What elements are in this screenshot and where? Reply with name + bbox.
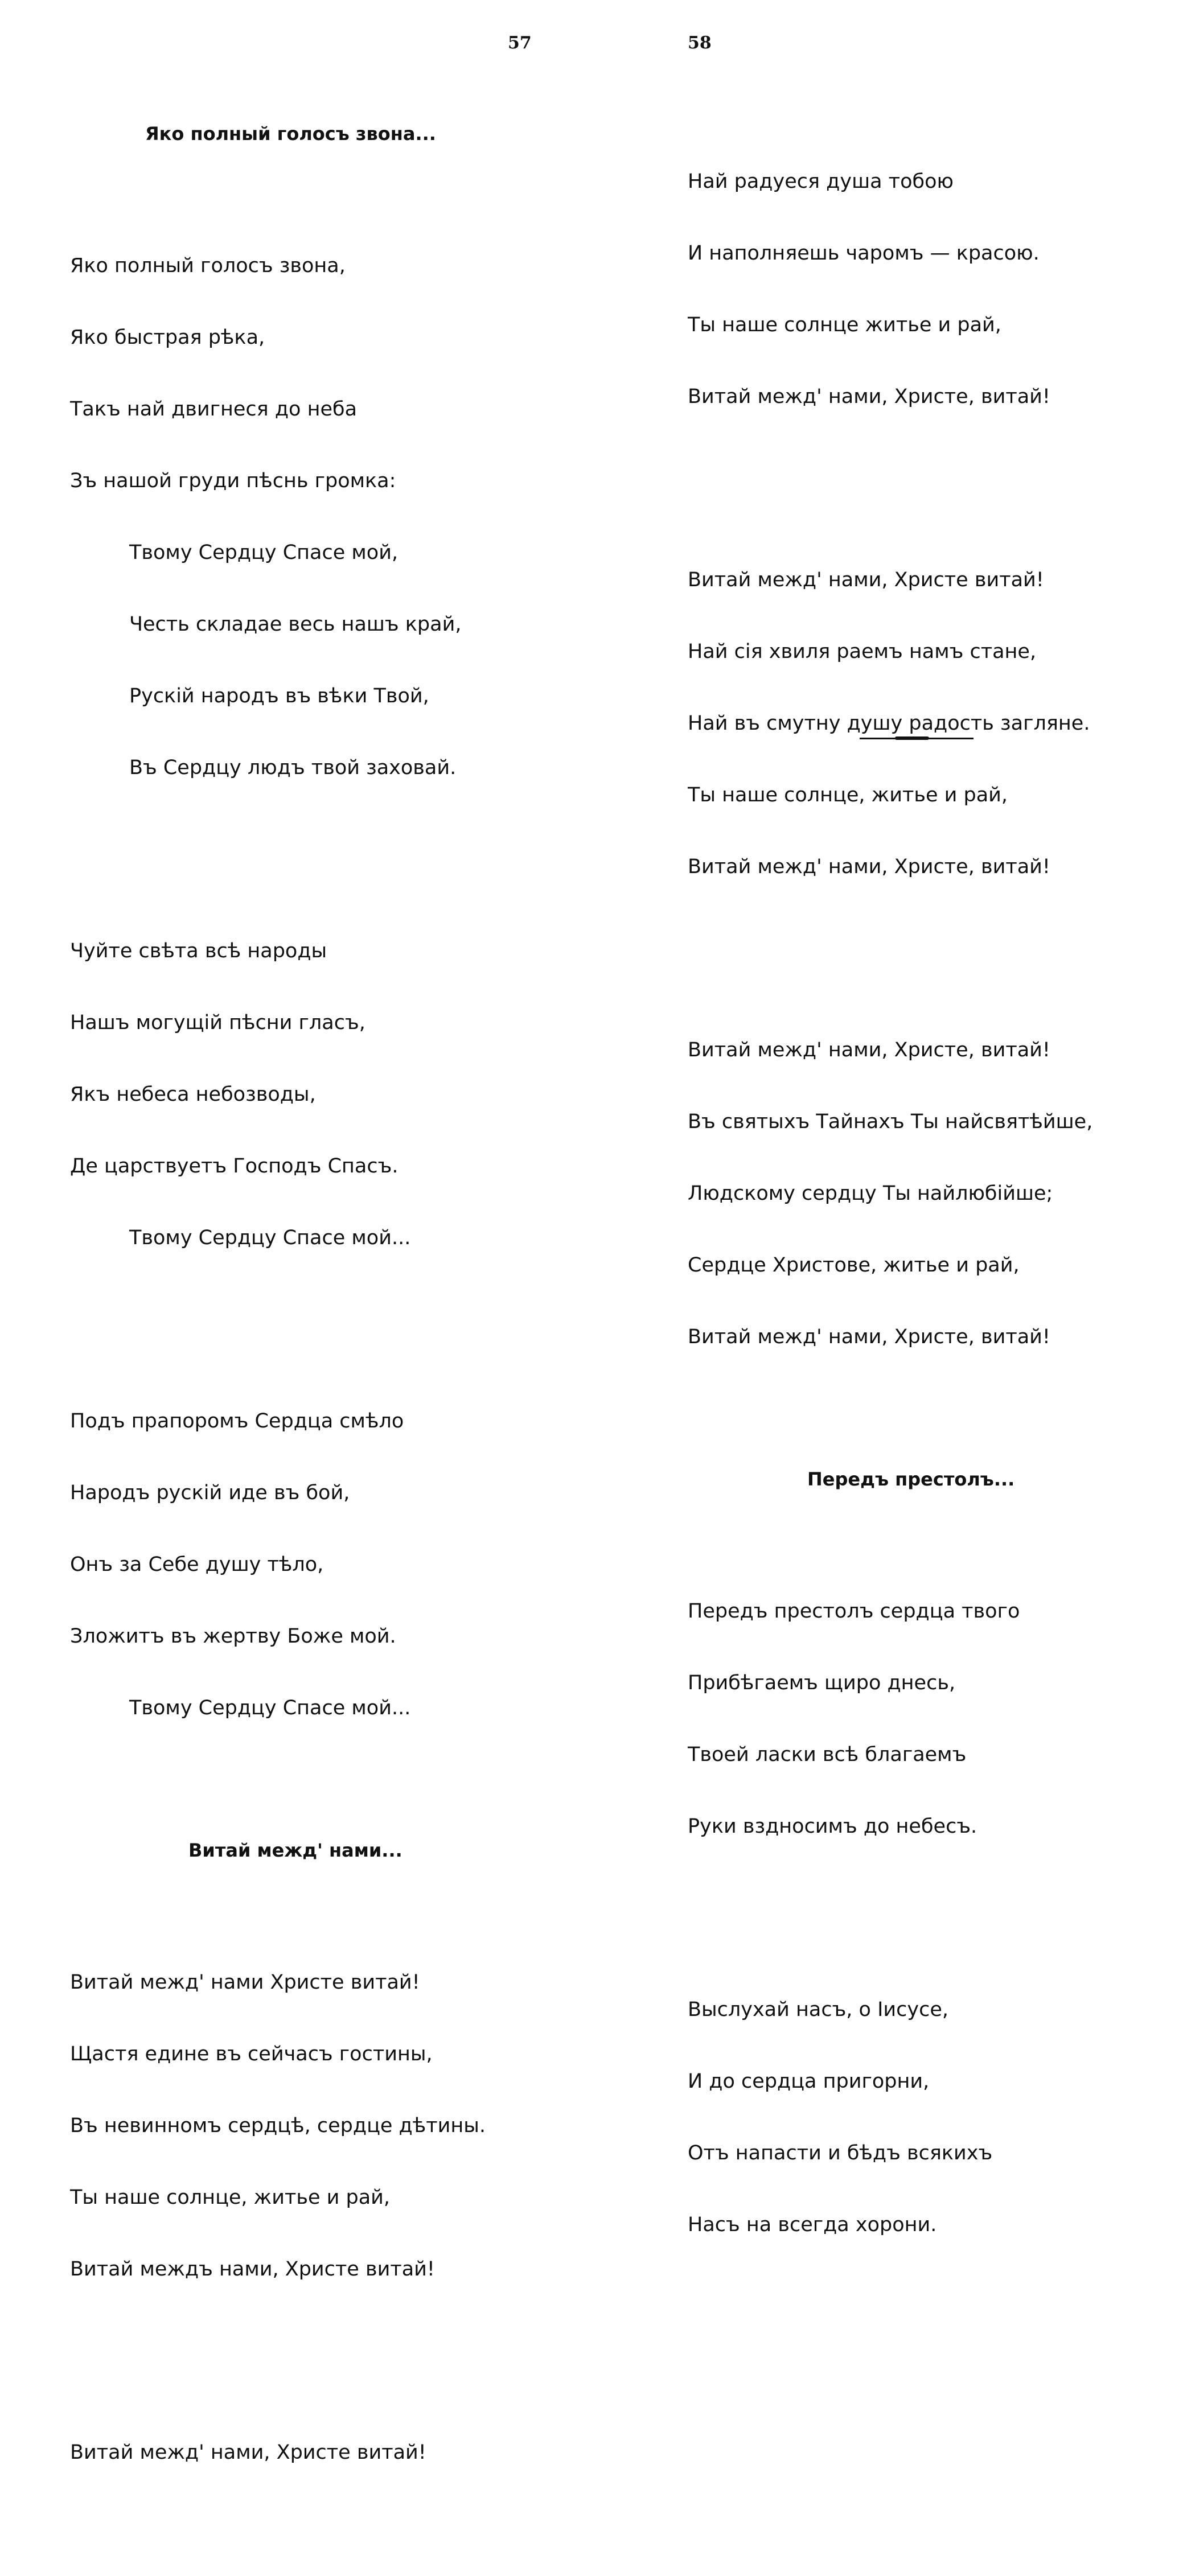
right-column bbox=[688, 74, 1166, 2348]
verse-line: Най радуеся душа тобою bbox=[688, 170, 954, 193]
verse-line: Яко быстрая рѣка, bbox=[70, 326, 265, 349]
stanza bbox=[688, 1552, 1166, 1886]
refrain-line: Твому Сердцу Спасе мой... bbox=[129, 1697, 411, 1719]
verse-line: И до сердца пригорни, bbox=[688, 2070, 930, 2093]
left-column bbox=[70, 74, 582, 2576]
verse-line: Най въ смутну душу радость загляне. bbox=[688, 712, 1090, 735]
poem-title: Витай межд' нами... bbox=[188, 1840, 402, 1861]
verse-line: Въ невинномъ сердцѣ, сердце дѣтины. bbox=[70, 2114, 486, 2137]
verse-line: Людскому сердцу Ты найлюбійше; bbox=[688, 1182, 1053, 1205]
verse-line: Витай межд' нами, Христе витай! bbox=[688, 569, 1044, 591]
verse-line: Витай межд' нами, Христе, витай! bbox=[688, 1326, 1050, 1348]
refrain-line: Твому Сердцу Спасе мой, bbox=[129, 541, 399, 564]
right-page bbox=[592, 0, 1183, 2236]
verse-line: Отъ напасти и бѣдъ всякихъ bbox=[688, 2142, 993, 2165]
verse-line: Де царствуетъ Господъ Спасъ. bbox=[70, 1155, 399, 1178]
verse-line: Твоей ласки всѣ благаемъ bbox=[688, 1743, 967, 1766]
poem-title: Передъ престолъ... bbox=[807, 1468, 1015, 1490]
stanza bbox=[70, 891, 582, 1298]
verse-line: Прибѣгаемъ щиро днесь, bbox=[688, 1672, 956, 1694]
verse-line: Щастя едине въ сейчасъ гостины, bbox=[70, 2043, 433, 2065]
refrain-line: Честь складае весь нашъ край, bbox=[129, 613, 462, 636]
verse-line: Въ святыхъ Тайнахъ Ты найсвятѣйше, bbox=[688, 1110, 1093, 1133]
end-ornament bbox=[860, 738, 973, 739]
verse-line: Най сія хвиля раемъ намъ стане, bbox=[688, 640, 1037, 663]
left-page bbox=[0, 0, 592, 2464]
verse-line: Витай межд' нами Христе витай! bbox=[70, 1971, 420, 1994]
verse-line: Насъ на всегда хорони. bbox=[688, 2213, 937, 2236]
verse-line: Народъ рускій иде въ бой, bbox=[70, 1482, 350, 1504]
refrain-line: Твому Сердцу Спасе мой... bbox=[129, 1227, 411, 1249]
verse-line: Ты наше солнце, житье и рай, bbox=[688, 784, 1008, 806]
verse-line: Передъ престолъ сердца твого bbox=[688, 1600, 1020, 1623]
verse-line: Зложитъ въ жертву Боже мой. bbox=[70, 1625, 396, 1648]
verse-line: Ты наше солнце житье и рай, bbox=[688, 314, 1001, 336]
stanza bbox=[688, 1950, 1166, 2285]
stanza bbox=[688, 122, 1166, 456]
verse-line: Такъ най двигнеся до неба bbox=[70, 398, 358, 421]
stanza bbox=[688, 990, 1166, 1397]
page-number: 58 bbox=[688, 33, 712, 53]
verse-line: Якъ небеса небозводы, bbox=[70, 1083, 316, 1106]
page-number: 57 bbox=[508, 33, 532, 53]
verse-line: Яко полный голосъ звона, bbox=[70, 254, 346, 277]
verse-line: Витай межд' нами, Христе, витай! bbox=[688, 855, 1050, 878]
stanza bbox=[70, 1361, 582, 1768]
verse-line: Сердце Христове, житье и рай, bbox=[688, 1254, 1020, 1277]
refrain-line: Въ Сердцу людъ твой заховай. bbox=[129, 756, 457, 779]
verse-line: Выслухай насъ, о Іисусе, bbox=[688, 1998, 949, 2021]
verse-line: Чуйте свѣта всѣ народы bbox=[70, 940, 327, 962]
verse-line: Онъ за Себе душу тѣло, bbox=[70, 1553, 324, 1576]
stanza bbox=[70, 2393, 582, 2512]
verse-line: Витай межд' нами, Христе, витай! bbox=[688, 1039, 1050, 1061]
verse-line: Витай межд' нами, Христе витай! bbox=[70, 2441, 426, 2464]
verse-line: Зъ нашой груди пѣснь громка: bbox=[70, 470, 396, 492]
verse-line: Нашъ могущій пѣсни гласъ, bbox=[70, 1011, 365, 1034]
verse-line: Ты наше солнце, житье и рай, bbox=[70, 2186, 391, 2209]
verse-line: Подъ прапоромъ Сердца смѣло bbox=[70, 1410, 404, 1433]
verse-line: Руки вздносимъ до небесъ. bbox=[688, 1815, 977, 1838]
verse-line: Витай межд' нами, Христе, витай! bbox=[688, 385, 1050, 408]
stanza bbox=[70, 1923, 582, 2329]
verse-line: И наполняешь чаромъ — красою. bbox=[688, 242, 1040, 265]
poem-title: Яко полный голосъ звона... bbox=[145, 123, 436, 145]
stanza bbox=[688, 520, 1166, 927]
stanza bbox=[70, 206, 582, 828]
refrain-line: Рускій народъ въ вѣки Твой, bbox=[129, 685, 429, 707]
verse-line: Витай междъ нами, Христе витай! bbox=[70, 2258, 435, 2281]
